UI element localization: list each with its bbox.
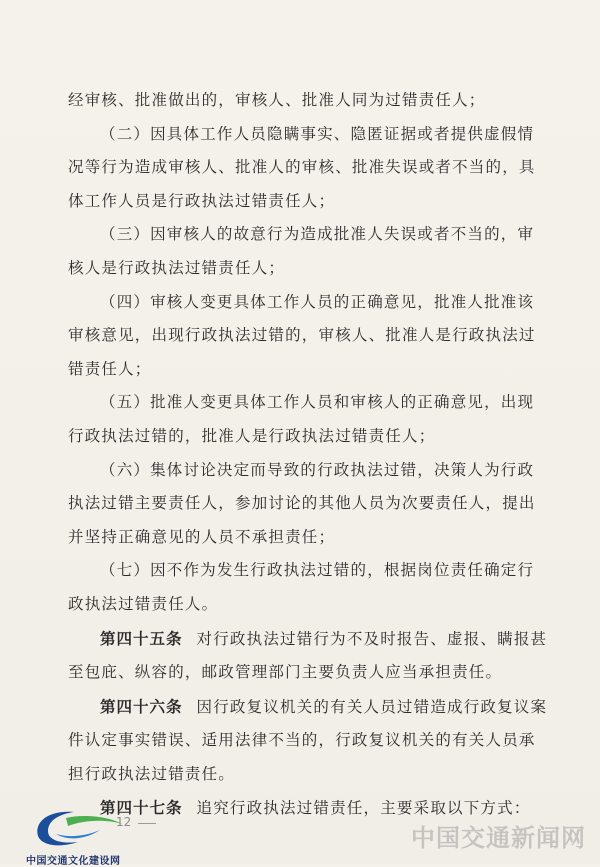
document-body (68, 84, 548, 826)
page-number: 12 (116, 815, 132, 829)
article-46 (68, 690, 548, 792)
article-number: 第四十五条 (100, 628, 183, 648)
paragraph-item-5: （五）批准人变更具体工作人员和审核人的正确意见，出现行政执法过错的，批准人是行政执法过错责任人； (68, 393, 535, 445)
paragraph-item-6: （六）集体讨论决定而导致的行政执法过错，决策人为行政执法过错主要责任人，参加讨论的其他人员为次要责任人，提出并坚持正确意见的人员不承担责任； (68, 460, 536, 546)
paragraph-item-4: （四）审核人变更具体工作人员的正确意见，批准人批准该审核意见，出现行政执法过错的，审核人、批准人是行政执法过错责任人； (68, 292, 536, 378)
article-text: 追究行政执法过错责任，主要采取以下方式： (196, 799, 531, 818)
page-footer (0, 800, 600, 867)
article-text: 对行政执法过错行为不及时报告、虚报、瞒报甚至包庇、纵容的，邮政管理部门主要负责人应当承担责任。 (68, 629, 548, 682)
logo-caption: 中国交通文化建设网 (26, 856, 121, 867)
paragraph-continuation: 经审核、批准做出的，审核人、批准人同为过错责任人； (68, 91, 486, 109)
paragraph-item-3: （三）因审核人的故意行为造成批准人失误或者不当的，审核人是行政执法过错责任人； (68, 225, 535, 277)
page-number-dash (138, 823, 156, 824)
article-text: 因行政复议机关的有关人员过错造成行政复议案件认定事实错误、适用法律不当的，行政复议机关的有关人员承担行政执法过错责任。 (68, 697, 548, 783)
watermark-text: 中国交通新闻网 (411, 824, 586, 852)
article-number: 第四十六条 (100, 696, 183, 716)
paragraph-item-2: （二）因具体工作人员隐瞒事实、隐匿证据或者提供虚假情况等行为造成审核人、批准人的审核、批准失误或者不当的，具体工作人员是行政执法过错责任人； (68, 124, 536, 210)
article-45 (68, 622, 548, 690)
paragraph-item-7: （七）因不作为发生行政执法过错的，根据岗位责任确定行政执法过错责任人。 (68, 561, 535, 613)
article-number: 第四十七条 (100, 798, 183, 818)
